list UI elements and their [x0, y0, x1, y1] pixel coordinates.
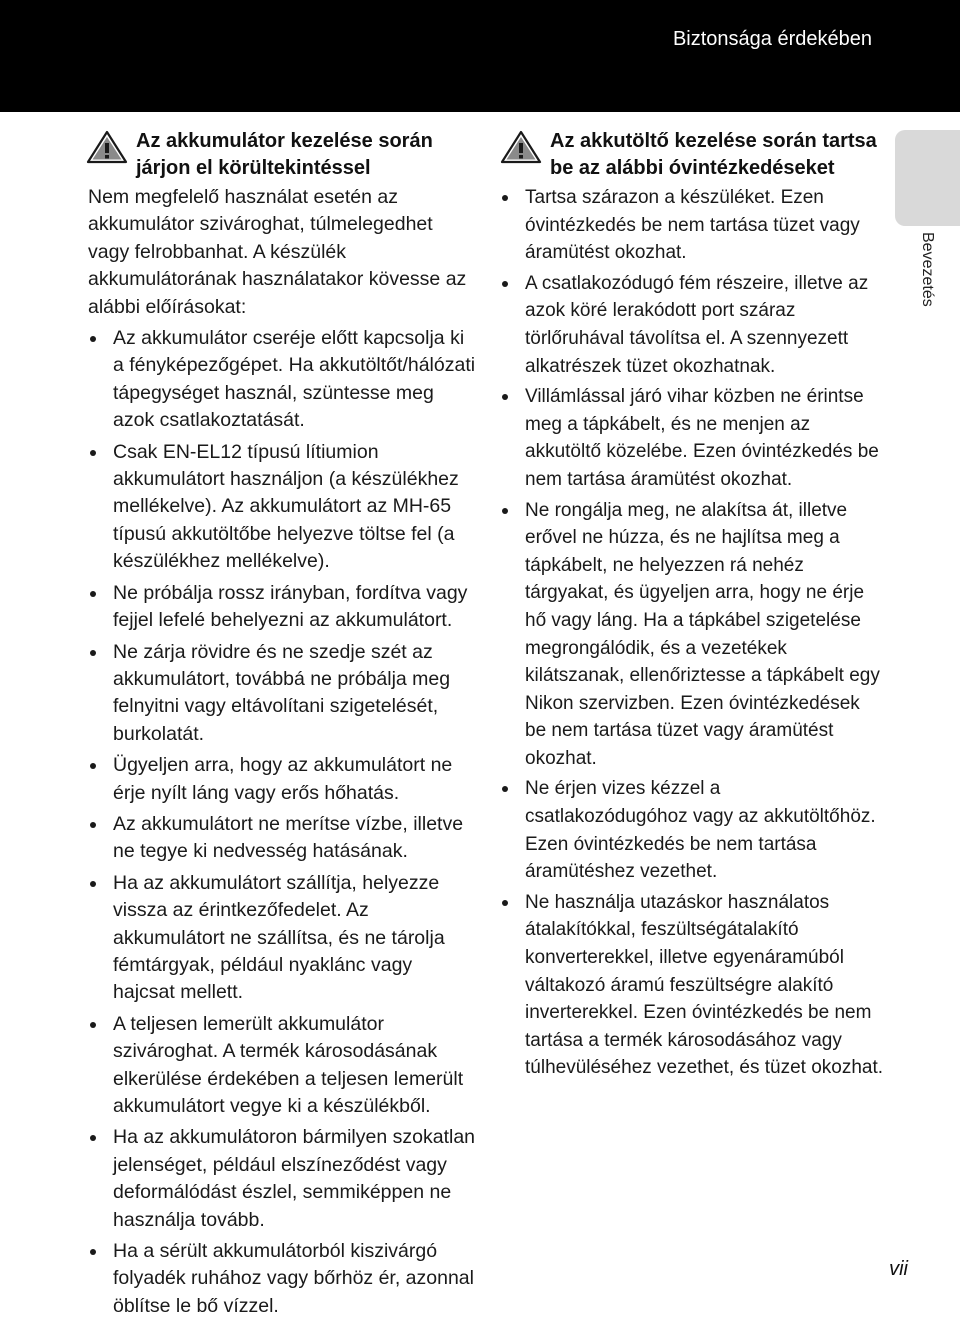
list-item: Ügyeljen arra, hogy az akkumulátort ne érje nyílt láng vagy erős hőhatás.: [88, 752, 478, 807]
chapter-tab-label: [916, 232, 936, 312]
charger-section-title: Az akkutöltő kezelése során tartsa be az alábbi óvintézkedéseket: [550, 130, 877, 179]
list-item: Ne rongálja meg, ne alakítsa át, illetve erővel ne húzza, és ne hajlítsa meg a tápkábelt, ne helyezzen rá nehéz tárgyakat, és ügyeljen arra, hogy ne érje hő vagy láng. Ha a tápkábel szigetelése megrongálódik, és a vezetékek kilátszanak, ellenőriztesse a tápkábelt egy Nikon szervizben. Ezen óvintézkedések be nem tartása tüzet vagy áramütést okozhat.: [500, 497, 885, 773]
list-item: Ne érjen vizes kézzel a csatlakozódugóhoz vagy az akkutöltőhöz. Ezen óvintézkedés be nem tartása áramütéshez vezethet.: [500, 775, 885, 885]
list-item: A teljesen lemerült akkumulátor szivároghat. A termék károsodásának elkerülése érdekében a teljesen lemerült akkumulátort vegye ki a készülékből.: [88, 1011, 478, 1121]
header-title: Biztonsága érdekében: [672, 28, 872, 50]
list-item: Ha az akkumulátort szállítja, helyezze vissza az érintkezőfedelet. Az akkumulátort ne szállítsa, és ne tárolja fémtárgyak, például nyaklánc vagy hajcsat mellett.: [88, 870, 478, 1007]
left-column: [88, 128, 478, 1324]
battery-section-heading: [88, 128, 478, 182]
battery-section-title: Az akkumulátor kezelése során járjon el körültekintéssel: [136, 130, 433, 179]
list-item: Villámlással járó vihar közben ne érintse meg a tápkábelt, és ne menjen az akkutöltő közelébe. Ezen óvintézkedés be nem tartása áramütést okozhat.: [500, 383, 885, 493]
battery-intro-text: Nem megfelelő használat esetén az akkumulátor szivároghat, túlmelegedhet vagy felrobbanhat. A készülék akkumulátorának használatakor kövesse az alábbi előírásokat:: [88, 186, 467, 318]
charger-precautions-list: [500, 184, 885, 1082]
right-column: [500, 128, 885, 1085]
list-item: Ne használja utazáskor használatos átalakítókkal, feszültségátalakító konverterekkel, illetve egyenáramúból váltakozó áramú feszültségre alakító inverterekkel. Ezen óvintézkedés be nem tartása a termék károsodásához vagy túlhevüléséhez vezethet, és tüzet okozhat.: [500, 889, 885, 1082]
list-item: Az akkumulátort ne merítse vízbe, illetve ne tegye ki nedvesség hatásának.: [88, 811, 478, 866]
list-item: Ha a sérült akkumulátorból kiszivárgó folyadék ruhához vagy bőrhöz ér, azonnal öblítse le bő vízzel.: [88, 1238, 478, 1320]
list-item: Az akkumulátor cseréje előtt kapcsolja ki a fényképezőgépet. Ha akkutöltőt/hálózati tápegységet használ, szüntesse meg azok csatlakoztatását.: [88, 325, 478, 435]
chapter-tab: [895, 130, 960, 226]
warning-triangle-icon: [500, 130, 542, 164]
battery-precautions-list: [88, 325, 478, 1320]
list-item: Ne próbálja rossz irányban, fordítva vagy fejjel lefelé behelyezni az akkumulátort.: [88, 580, 478, 635]
chapter-label-text: Bevezetés: [919, 232, 936, 307]
list-item: A csatlakozódugó fém részeire, illetve az azok köré lerakódott port száraz törlőruhával távolítsa el. A szennyezett alkatrészek tüzet okozhatnak.: [500, 270, 885, 380]
list-item: Ne zárja rövidre és ne szedje szét az akkumulátort, továbbá ne próbálja meg felnyitni vagy eltávolítani szigetelését, burkolatát.: [88, 639, 478, 749]
list-item: Ha az akkumulátoron bármilyen szokatlan jelenséget, például elszíneződést vagy deformálódást észlel, semmiképpen ne használja tovább.: [88, 1124, 478, 1234]
page-header: [0, 0, 960, 112]
page-number: vii: [889, 1258, 908, 1280]
list-item: Csak EN-EL12 típusú lítiumion akkumulátort használjon (a készülékhez mellékelve). Az akkumulátort az MH-65 típusú akkutöltőbe helyezve töltse fel (a készülékhez mellékelve).: [88, 439, 478, 576]
warning-triangle-icon: [86, 130, 128, 164]
charger-section-heading: [500, 128, 885, 182]
list-item: Tartsa szárazon a készüléket. Ezen óvintézkedés be nem tartása tüzet vagy áramütést okozhat.: [500, 184, 885, 267]
